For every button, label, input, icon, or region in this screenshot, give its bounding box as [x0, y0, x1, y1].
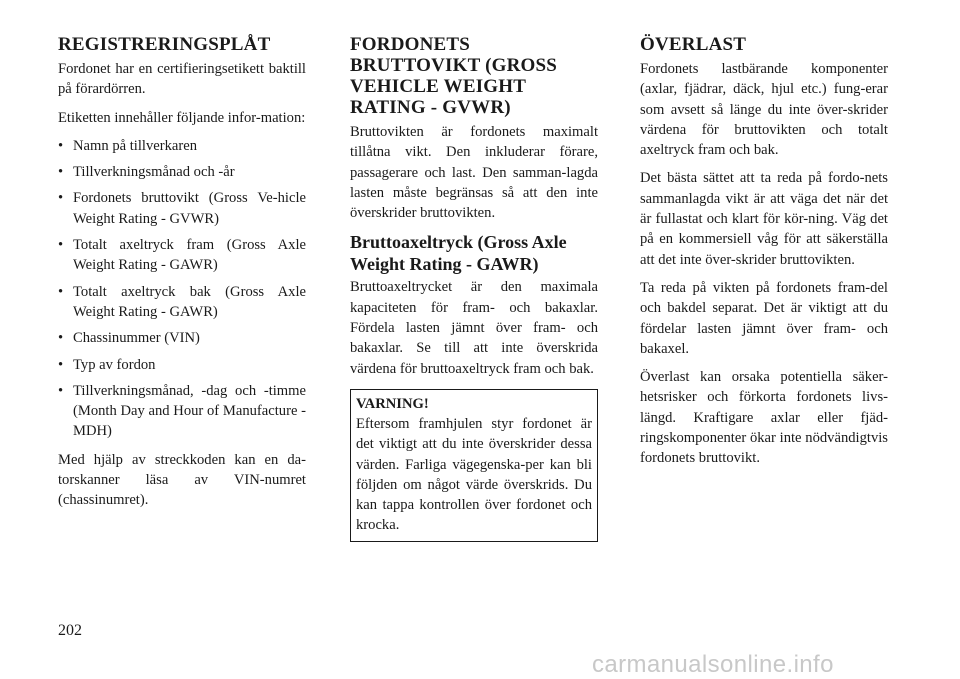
paragraph-gawr: Bruttoaxeltrycket är den maximala kapaciteten för fram- och bakaxlar. Fördela lasten jämnt över fram- och bakaxlar. Se till att inte överskrida värdena för bruttoaxeltryck fram och bak.: [350, 279, 598, 377]
warning-text: Eftersom framhjulen styr fordonet är det viktigt att du inte överskrider dessa värden. Farliga vägegenska-per kan bli följden om något värde överskrids. Du kan tappa kontrollen över fordonet och krocka.: [356, 415, 592, 534]
list-item: • Chassinummer (VIN): [58, 328, 306, 348]
bullet-icon: •: [58, 164, 64, 181]
paragraph-barcode: Med hjälp av streckkoden kan en da-torskanner läsa av VIN-numret (chassinumret).: [58, 451, 306, 509]
section-heading-overload: ÖVERLAST: [640, 34, 747, 55]
paragraph-label-contents-intro: Etiketten innehåller följande infor-mation:: [58, 109, 306, 126]
column-overload: [640, 34, 888, 477]
bullet-icon: •: [58, 356, 64, 373]
label-contents-list: [58, 136, 306, 442]
subheading-gawr: Bruttoaxeltryck (Gross Axle Weight Rating - GAWR): [350, 232, 567, 275]
bullet-icon: •: [58, 330, 64, 347]
paragraph-gvwr: Bruttovikten är fordonets maximalt tillåtna vikt. Den inkluderar förare, passagerare och last. Den samman-lagda lasten måste begränsas så att den inte överskrider bruttovikten.: [350, 124, 598, 222]
list-item: • Totalt axeltryck fram (Gross Axle Weight Rating - GAWR): [58, 237, 306, 274]
list-item: • Tillverkningsmånad, -dag och -timme (Month Day and Hour of Manufacture - MDH): [58, 382, 306, 440]
list-item: • Typ av fordon: [58, 355, 306, 375]
paragraph-overload-risks: Överlast kan orsaka potentiella säker-hetsrisker och förkorta fordonets livs-längd. Kraftigare axlar eller fjäd-ringskomponenter ökar inte nödvändigtvis fordonets bruttovikt.: [640, 369, 888, 467]
paragraph-weighing: Det bästa sättet att ta reda på fordo-nets sammanlagda vikt är att väga det när det är fullastat och klart för kör-ning. Väg det på en kommersiell våg för att säkerställa att det inte över-skrider bruttovikten.: [640, 170, 888, 268]
watermark: carmanualsonline.info: [592, 651, 834, 678]
list-item: • Tillverkningsmånad och -år: [58, 162, 306, 182]
column-gross-vehicle-weight: [350, 34, 598, 542]
paragraph-label-location: Fordonet har en certifieringsetikett baktill på förardörren.: [58, 61, 306, 98]
bullet-icon: •: [58, 382, 64, 399]
bullet-icon: •: [58, 137, 64, 154]
list-item: • Fordonets bruttovikt (Gross Ve-hicle Weight Rating - GVWR): [58, 190, 306, 227]
page-number: 202: [58, 622, 82, 639]
bullet-icon: •: [58, 237, 64, 254]
list-item: • Namn på tillverkaren: [58, 136, 306, 156]
warning-title: VARNING!: [356, 395, 429, 412]
section-heading-gvwr: FORDONETS BRUTTOVIKT (GROSS VEHICLE WEIGHT RATING - GVWR): [350, 34, 558, 118]
warning-box: [350, 389, 598, 542]
section-heading-registration-plate: REGISTRERINGSPLÅT: [58, 34, 271, 55]
column-registration-plate: [58, 34, 306, 519]
list-item: • Totalt axeltryck bak (Gross Axle Weight Rating - GAWR): [58, 283, 306, 320]
bullet-icon: •: [58, 190, 64, 207]
paragraph-axle-distribution: Ta reda på vikten på fordonets fram-del och bakdel separat. Det är viktigt att du fördelar lasten jämnt över fram- och bakaxel.: [640, 279, 888, 357]
bullet-icon: •: [58, 283, 64, 300]
paragraph-overload-components: Fordonets lastbärande komponenter (axlar, fjädrar, däck, hjul etc.) fung-erar som avsett så länge du inte över-skrider värdena för bruttovikten och totalt axeltryck fram och bak.: [640, 61, 888, 159]
